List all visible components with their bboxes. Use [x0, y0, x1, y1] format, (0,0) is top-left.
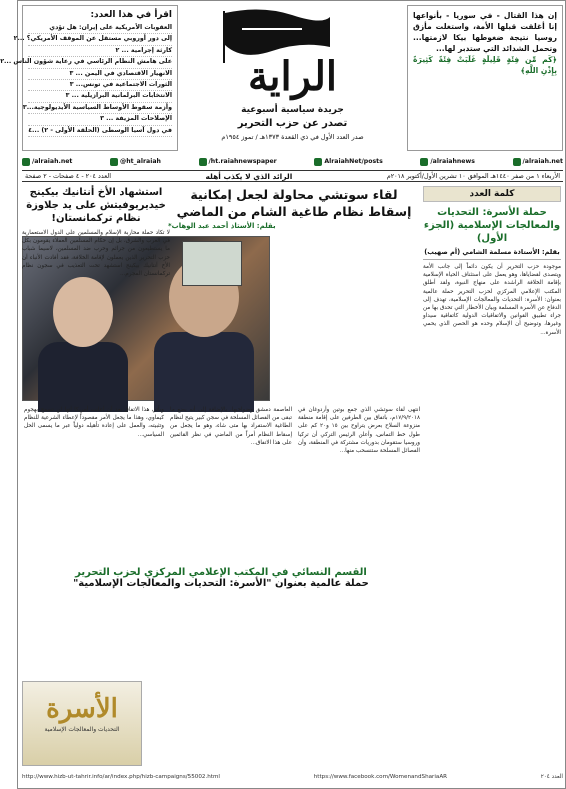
main-col-2: العاصمة دمشق وضواحيها، بالإضافة إلى أنه يضع ما تبقى من الفصائل المسلحة في سجن كبير يتيح لنظام الطاغية الاستفراد بها متى شاء، وهو ما يجعل من إسقاط النظام أمراً من الماضي في نظر القائمين على هذا الاتفاق...: [170, 407, 292, 446]
intro-paragraph: إن هذا القتال - في سوريا - بأنواعها إنا أغلقت قبلها الأمة، واستغلت مأزق روسيا نتيجة ضغوطها بيكا لازمتها... وتحمل الشدائد التي ستدبر لها...: [413, 11, 557, 53]
main-col-1: انتهى لقاء سوتشي الذي جمع بوتين وأردوغان في ١٧/٩/٢٠١٨م، باتفاق بين الطرفين على إقامة منطقة منزوعة السلاح بعرض يتراوح بين ١٥ و٢٠ كم على طول خط التماس، وأعلن الرئيس التركي أن تركيا وروسيا ستقومان بدوريات مشتركة في المنطقة، وأن الفصائل المسلحة ستنسحب منها...: [298, 407, 421, 455]
social-link[interactable]: @ht_alraiah: [110, 155, 161, 168]
youtube-icon: [420, 158, 428, 166]
masthead-logo: [182, 5, 403, 151]
footer: [22, 774, 563, 784]
left-article-body: لا تكاد حملة محاربة الإسلام والمسلمين على الدول الاستعمارية في الغرب والشرق، بل إن حكام المسلمين العملاء يقومون بكل ما يستطيعون من جرائم وحرب ضد المسلمين، لاسيما شباب حزب التحرير الذين يعملون لإقامة الخلافة، فقد أفادت الأنباء أن الأخ أنتانيك بيكينج استشهد تحت التعذيب في سجون نظام تركمانستان المجرم...: [22, 230, 170, 278]
twitter-icon: [110, 158, 118, 166]
main-title-line2[interactable]: إسقاط نظام طاغية الشام من الماضي: [176, 204, 412, 219]
editorial-column: [423, 186, 561, 776]
editorial-body: موجودة حزب التحرير أن يكون دائماً إلى جانب الأمة ويتصدى لقضاياها، وهو يعمل على استئناف الحياة الإسلامية بإقامة الخلافة الراشدة على منهاج النبوة، ولقد أطلق المكتب الإعلامي المركزي لحزب التحرير حملة عالمية بعنوان: الأسرة: التحديات والمعالجات الإسلامية، تهدف إلى الدفاع عن الأسرة المسلمة وبيان الأخطار التي تحدق بها من جراء تطبيق القوانين والاتفاقيات الدولية كاتفاقية سيداو وغيرها، وتوضيح أن الإسلام وحده هو الحصن الذي يحمي الأسرة...: [423, 264, 561, 336]
campaign-promo-image[interactable]: [22, 681, 142, 766]
issue-date: الأربعاء ١ من صفر ١٤٤٠هـ الموافق ١٠ تشرين الأول/أكتوبر ٢٠١٨م: [386, 172, 560, 180]
masthead-title: الراية: [247, 53, 338, 100]
social-link[interactable]: /alraiahnews: [420, 155, 475, 168]
web-icon: [22, 158, 30, 166]
campaign-banner: [22, 567, 420, 597]
contents-item[interactable]: على هامش النظام الرئاسي في رعاية شؤون الناس ...٢: [28, 57, 172, 68]
banner-line2[interactable]: حملة عالمية بعنوان "الأسرة: التحديات والمعالجات الإسلامية": [73, 578, 369, 589]
social-link[interactable]: /alraiah.net: [513, 155, 563, 168]
main-author: بقلم: الأستاذ أحمد عبد الوهاب*: [168, 222, 276, 230]
section-heading: كلمة العدد: [423, 186, 561, 202]
contents-item[interactable]: العقوبات الأمريكية على إيران: هل تؤدي: [28, 23, 172, 34]
main-col-3: ويأتي هذا الاتفاق بعد أن أعلنت أمريكا أنها لن تسمح بهجوم كيماوي، وهذا ما يجعل الأمر مقصوداً لإعطاء الشرعية للنظام وتثبيته، والعمل على إعادة تأهيله دولياً عبر ما يسمى الحل السياسي...: [24, 407, 164, 438]
telegram-icon: [513, 158, 521, 166]
contents-item[interactable]: وأزمة سقوط الأوساط السياسية الأيديولوجية...٣: [28, 103, 172, 114]
contents-item[interactable]: الانهيار الاقتصادي في اليمن ... ٣: [28, 69, 172, 80]
google-plus-icon: [314, 158, 322, 166]
editorial-author: بقلم: الأستاذة مسلمة الشامي (أم صهيب): [423, 248, 561, 260]
footer-issue: العدد ٢٠٤: [540, 774, 563, 780]
issue-number: العدد ٢٠٤ - ٤ صفحات - ٢ صفحة: [25, 172, 112, 180]
contents-item[interactable]: إلى دور أوروبي مستقل عن الموقف الأمريكي؟ ...٢: [28, 34, 172, 45]
masthead-subtitle: جريدة سياسية أسبوعية: [241, 105, 344, 115]
date-bar: [22, 170, 563, 182]
social-links-row: [22, 155, 563, 168]
facebook-icon: [199, 158, 207, 166]
social-link[interactable]: /ht.raiahnewspaper: [199, 155, 277, 168]
contents-list: [0, 23, 172, 137]
contents-title: اقرأ في هذا العدد:: [90, 10, 172, 20]
banner-line1: القسم النسائي في المكتب الإعلامي المركزي لحزب التحرير: [75, 567, 367, 578]
map-inset: [182, 241, 242, 286]
contents-item[interactable]: الإصلاحات المزيفة ... ٣: [28, 114, 172, 125]
contents-item[interactable]: في دول آسيا الوسطى (الحلقة الأولى - ٢) ...٤: [28, 126, 172, 137]
contents-item[interactable]: الانتخابات البرلمانية البرازيلية ... ٣: [28, 91, 172, 102]
header: [0, 5, 563, 151]
publisher-line: تصدر عن حزب التحرير: [237, 118, 348, 129]
social-link[interactable]: /alraiah.net: [22, 155, 72, 168]
contents-item[interactable]: كارثة إجرامية ... ٢: [28, 46, 172, 57]
footer-url[interactable]: http://www.hizb-ut-tahrir.info/ar/index.php/hizb-campaigns/55002.html: [22, 774, 220, 780]
contents-item[interactable]: الثورات الاجتماعية في تونس... ٣: [28, 80, 172, 91]
left-article-title[interactable]: استشهاد الأخ أنتانيك بيكينج خيديريوفيتش على يد جلاوزة نظام تركمانستان!: [26, 187, 166, 224]
promo-word: الأسرة: [46, 694, 118, 724]
first-issue-line: صدر العدد الأول في ذي القعدة ١٣٧٣هـ / تموز ١٩٥٤م: [221, 133, 364, 141]
intro-box: [407, 5, 563, 151]
motto: الرائد الذي لا يكذب أهله: [205, 171, 293, 181]
footer-url[interactable]: https://www.facebook.com/WomenandShariaAR: [313, 774, 448, 780]
left-article: [22, 186, 170, 556]
social-link[interactable]: AlraiahNet/posts: [314, 155, 382, 168]
intro-verse: ﴿كَم مِّن فِئَةٍ قَلِيلَةٍ غَلَبَتْ فِئَةً كَثِيرَةً بِإِذْنِ اللَّهِ﴾: [413, 55, 557, 75]
promo-sub: التحديات والمعالجات الإسلامية: [44, 726, 120, 733]
editorial-title[interactable]: حملة الأسرة: التحديات والمعالجات الإسلامية (الجزء الأول): [423, 207, 561, 244]
contents-box: [0, 5, 178, 151]
main-title-line1[interactable]: لقاء سوتشي محاولة لجعل إمكانية: [190, 187, 398, 202]
